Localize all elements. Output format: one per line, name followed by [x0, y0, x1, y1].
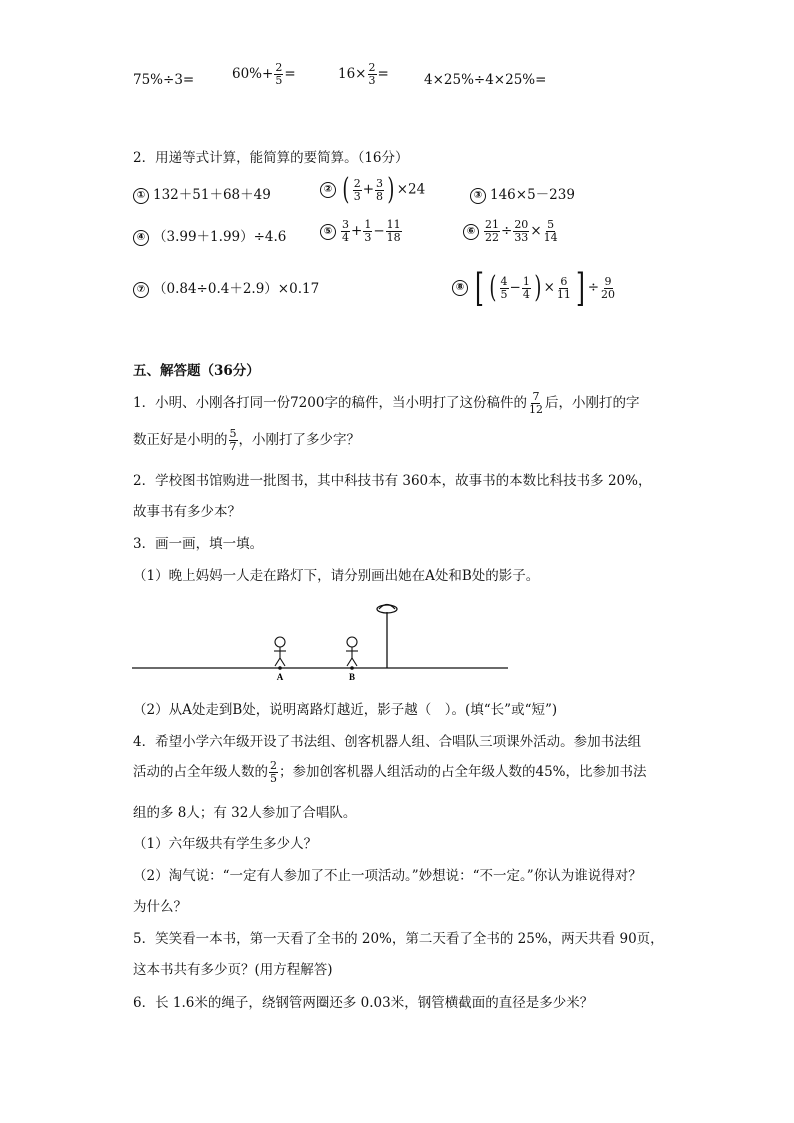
s5-q2-line1: 2．学校图书馆购进一批图书，其中科技书有 360本，故事书的本数比科技书多 20%， — [133, 473, 652, 489]
s5-q4-part2-line1: （2）淘气说：“一定有人参加了不止一项活动。”妙想说：“不一定。”你认为谁说得对？ — [133, 868, 642, 884]
s5-q4-line3: 组的多 8人；有 32人参加了合唱队。 — [133, 805, 357, 821]
q2-problem-7: ⑦ （0.84÷0.4＋2.9）×0.17 — [133, 279, 319, 299]
q2-problem-3: ③ 146×5－239 — [470, 185, 575, 205]
s5-q3-part2: （2）从A处走到B处，说明离路灯越近，影子越（ ）。(填“长”或“短”) — [133, 702, 558, 718]
q2-problem-5: ⑤ $\frac{3}{4}$ + $\frac{1}{3}$ − $\frac{11}{18}$ — [320, 219, 403, 244]
lamp-post — [377, 605, 397, 669]
s5-q5-line2: 这本书共有多少页？(用方程解答) — [133, 962, 333, 978]
s5-q1-line1: 1．小明、小刚各打同一份7200字的稿件，当小明打了这份稿件的 $\frac{7}{12}$ 后，小刚打的字 — [133, 390, 640, 416]
point-a-marker — [278, 666, 282, 670]
s5-q4-line1: 4．希望小学六年级开设了书法组、创客机器人组、合唱队三项课外活动。参加书法组 — [133, 734, 642, 750]
q2-problem-4: ④ （3.99＋1.99）÷4.6 — [133, 227, 286, 247]
person-figure-b — [346, 637, 358, 666]
s5-q1-line2: 数正好是小明的 $\frac{5}{7}$ ，小刚打了多少字？ — [133, 427, 360, 453]
s5-q4-line2: 活动的占全年级人数的 $\frac{2}{5}$ ；参加创客机器人组活动的占全年级人数的45%，比参加书法 — [133, 759, 647, 785]
s5-q2-line2: 故事书有多少本？ — [133, 504, 241, 520]
q2-problem-8: ⑧ [ ( $\frac{4}{5}$ − $\frac{1}{4}$ ) × $\frac{6}{11}$ ] ÷ $\frac{9}{20}$ — [452, 269, 617, 307]
s5-q3-part1: （1）晚上妈妈一人走在路灯下，请分别画出她在A处和B处的影子。 — [133, 568, 540, 584]
expr-3: 16× $\frac{2}{3}$ = — [338, 61, 389, 87]
q2-problem-6: ⑥ $\frac{21}{22}$ ÷ $\frac{20}{33}$ × $\frac{5}{14}$ — [463, 219, 560, 244]
section5-heading: 五、解答题（36分） — [133, 363, 260, 379]
q2-problem-1: ① 132＋51＋68＋49 — [133, 185, 271, 205]
label-a: A — [276, 672, 284, 682]
s5-q4-part2-line2: 为什么？ — [133, 899, 187, 915]
street-lamp-diagram — [130, 600, 514, 682]
expr-1: 75%÷3= — [133, 72, 195, 88]
s5-q6: 6．长 1.6米的绳子，绕钢管两圈还多 0.03米，钢管横截面的直径是多少米？ — [133, 995, 594, 1011]
s5-q4-part1: （1）六年级共有学生多少人？ — [133, 836, 318, 852]
expr-4: 4×25%÷4×25%= — [424, 72, 547, 88]
person-figure-a — [274, 637, 286, 666]
q2-problem-2: ② ( $\frac{2}{3}$ + $\frac{3}{8}$ ) ×24 — [320, 175, 425, 205]
point-b-marker — [350, 666, 354, 670]
q2-heading: 2．用递等式计算，能简算的要简算。（16分） — [133, 150, 409, 166]
label-b: B — [348, 672, 356, 682]
expr-2: 60%+ $\frac{2}{5}$ = — [232, 61, 296, 87]
s5-q5-line1: 5．笑笑看一本书，第一天看了全书的 20%，第二天看了全书的 25%，两天共看 90页， — [133, 931, 664, 947]
s5-q3: 3．画一画，填一填。 — [133, 536, 264, 552]
